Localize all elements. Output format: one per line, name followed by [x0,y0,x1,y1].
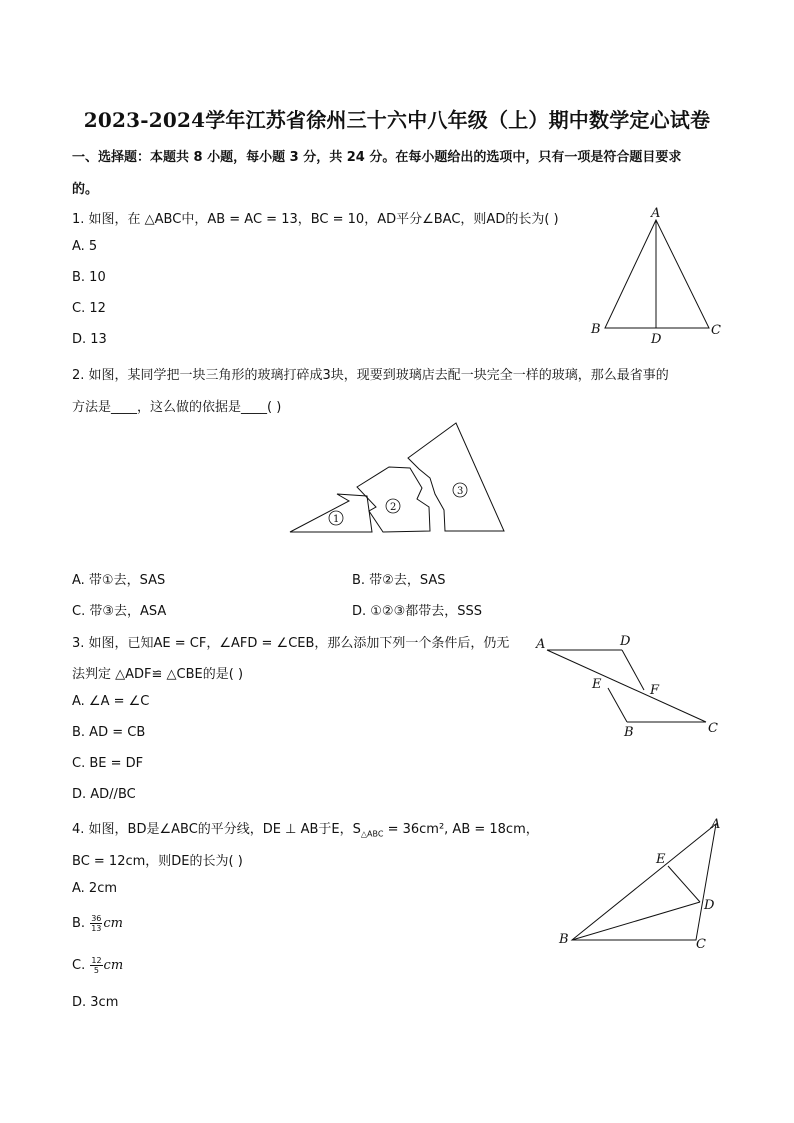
label-d: D [620,634,631,649]
q4-option-a: A. 2cm [72,881,118,896]
q2-option-c: C. 带③去，ASA [72,604,167,619]
label-c: C [708,721,718,736]
q3-option-b: B. AD = CB [72,725,146,740]
fraction-numerator: 12 [91,956,102,965]
label-b: B [559,932,569,947]
q3-option-c: C. BE = DF [72,756,144,771]
q2-stem-line1: 2. 如图，某同学把一块三角形的玻璃打碎成3块，现要到玻璃店去配一块完全一样的玻璃，那么最省事的 [72,368,669,383]
q4-option-b-letter: B. [72,916,86,931]
q1-option-d: D. 13 [72,332,107,347]
section-header-line2: 的。 [72,182,99,197]
q4-option-c-letter: C. [72,958,86,973]
q4-stem-part2: = 36cm², AB = 18cm， [383,822,539,837]
q2-option-b: B. 带②去，SAS [352,573,446,588]
q4-option-c [72,956,123,975]
q1-triangle-figure [585,205,725,350]
label-e: E [592,677,602,692]
q2-stem-line2: 方法是____，这么做的依据是____( ) [72,400,282,415]
triangle-abc [605,220,709,328]
q1-option-c: C. 12 [72,301,106,316]
q4-option-b [72,914,123,933]
label-a: A [711,817,721,832]
piece-1-digit: 1 [333,514,340,525]
glass-piece-3 [408,423,504,531]
section-header-line1: 一、选择题：本题共 8 小题，每小题 3 分，共 24 分。在每小题给出的选项中，只有一项是符合题目要求 [72,150,682,165]
q4-area-subscript: △ABC [360,829,384,839]
q3-stem-line1: 3. 如图，已知AE = CF，∠AFD = ∠CEB，那么添加下列一个条件后，仍无 [72,636,510,651]
segment-df [622,650,644,690]
segment-ac [547,650,706,722]
triangle-abc [572,824,716,940]
label-b: B [591,322,601,337]
q1-option-b: B. 10 [72,270,106,285]
q2-option-a: A. 带①去，SAS [72,573,166,588]
label-c: C [696,937,706,952]
q4-stem-line2: BC = 12cm，则DE的长为( ) [72,854,243,869]
q2-broken-glass-figure [285,420,510,535]
q4-stem-line1 [72,818,539,839]
segment-de [668,866,700,902]
fraction-denominator: 13 [91,924,102,933]
label-c: C [711,323,721,338]
q4-option-d: D. 3cm [72,995,119,1010]
segment-eb [608,688,627,722]
q2-option-d: D. ①②③都带去，SSS [352,604,482,619]
label-a: A [536,637,546,652]
q4-option-b-unit: cm [103,916,123,931]
q3-stem-line2: 法判定 △ADF≌ △CBE的是( ) [72,667,244,682]
q4-figure [555,812,735,957]
q4-option-c-unit: cm [103,958,124,973]
q3-option-d: D. AD//BC [72,787,136,802]
label-f: F [650,683,660,698]
fraction-numerator: 36 [91,914,102,923]
q3-option-a: A. ∠A = ∠C [72,694,150,709]
piece-3-digit: 3 [457,486,464,497]
q1-stem: 1. 如图，在 △ABC中，AB = AC = 13，BC = 10，AD平分∠BAC，则AD的长为( ) [72,212,559,227]
label-e: E [656,852,666,867]
label-a: A [651,206,661,221]
q4-option-c-fraction [90,956,102,975]
piece-2-digit: 2 [390,502,397,513]
q4-option-b-fraction [90,914,102,933]
label-d: D [651,332,662,347]
q1-option-a: A. 5 [72,239,98,254]
fraction-denominator: 5 [93,966,99,975]
segment-bd [572,902,700,940]
q3-figure [530,628,730,743]
exam-title: 2023-2024学年江苏省徐州三十六中八年级（上）期中数学定心试卷 [83,108,711,132]
label-d: D [704,898,715,913]
q4-stem-part1: 4. 如图，BD是∠ABC的平分线，DE ⊥ AB于E，S [72,822,361,837]
label-b: B [624,725,634,740]
